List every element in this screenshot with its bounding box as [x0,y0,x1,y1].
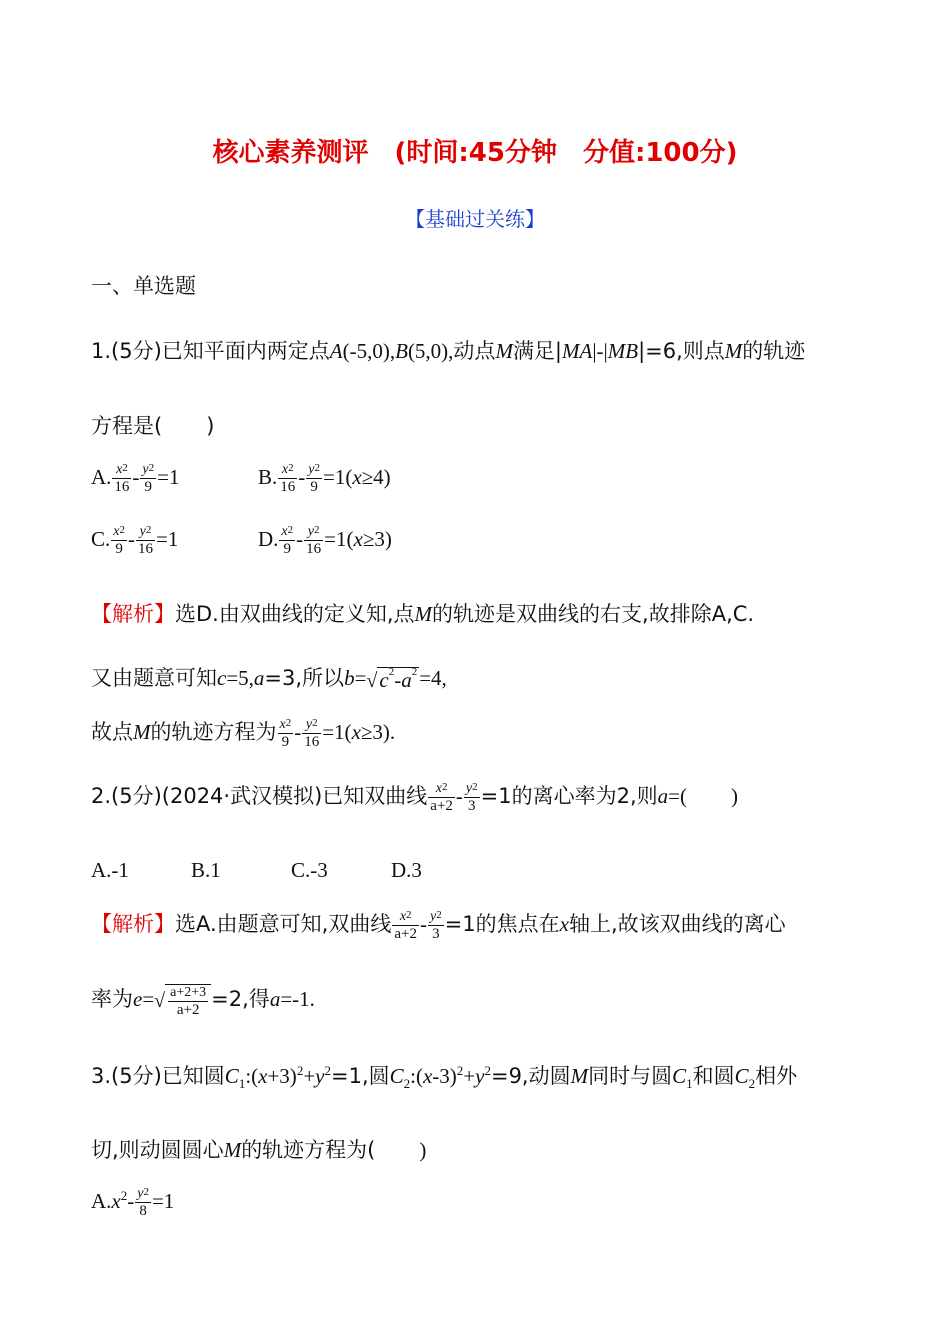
q1-option-a[interactable]: A. $\frac{x^2}{16}$ - $\frac{y^2}{9}$ =1 [91,462,180,495]
q2-option-b[interactable]: B.1 [191,858,221,882]
section-subtitle: 【基础过关练】 [405,207,545,231]
q2-option-a[interactable]: A.-1 [91,858,129,882]
q1-stem-line2: 方程是( ) [91,414,215,438]
analysis-tag: 【解析】 [91,602,175,626]
q3-stem-line2: 切,则动圆圆心M的轨迹方程为( ) [91,1138,427,1162]
q2-stem: 2.(5分)(2024·武汉模拟)已知双曲线 $\frac{x^2}{a+2}$ - $\frac{y^2}{3}$ =1的离心率为2,则a=( ) [91,781,738,815]
q3-stem-line1: 3.(5分)已知圆$C_1:(x+3)^2+y^2=1$,圆$C_2:(x-3)^2+y^2=9$,动圆M同时与圆$C_1$和圆$C_2$相外 [91,1063,798,1092]
q2-option-c[interactable]: C.-3 [291,858,328,882]
q1-analysis-line2: 又由题意可知c=5,a=3,所以$b=√c^2-a^2=4$, [91,666,447,693]
q3-option-a[interactable]: $A.x^2-$ $\frac{y^2}{8}$ =1 [91,1186,175,1219]
q1-stem-line1: 1.(5分)已知平面内两定点A(-5,0),B(5,0),动点M满足|MA|-|MB|=6,则点M的轨迹 [91,339,806,363]
q2-analysis-line1: 【解析】选A.由题意可知,双曲线 $\frac{x^2}{a+2}$ - $\frac{y^2}{3}$ =1的焦点在x轴上,故该双曲线的离心 [91,909,786,943]
section-heading: 一、单选题 [91,274,196,298]
q1-option-c[interactable]: C. $\frac{x^2}{9}$ - $\frac{y^2}{16}$ =1 [91,524,179,557]
page-title: 核心素养测评 (时间:45分钟 分值:100分) [212,138,738,168]
q1-analysis-line1: 【解析】选D.由双曲线的定义知,点M的轨迹是双曲线的右支,故排除A,C. [91,602,755,626]
q1-option-b[interactable]: B. $\frac{x^2}{16}$ - $\frac{y^2}{9}$ =1(x≥4) [258,462,391,495]
q2-option-d[interactable]: D.3 [391,858,422,882]
q1-analysis-line3: 故点M的轨迹方程为 $\frac{x^2}{9}$ - $\frac{y^2}{16}$ =1(x≥3). [91,717,396,751]
q1-option-d[interactable]: D. $\frac{x^2}{9}$ - $\frac{y^2}{16}$ =1(x≥3) [258,524,392,557]
q2-analysis-line2: 率为e=√ $\frac{a+2+3}{a+2}$ =2,得a=-1. [91,984,315,1018]
